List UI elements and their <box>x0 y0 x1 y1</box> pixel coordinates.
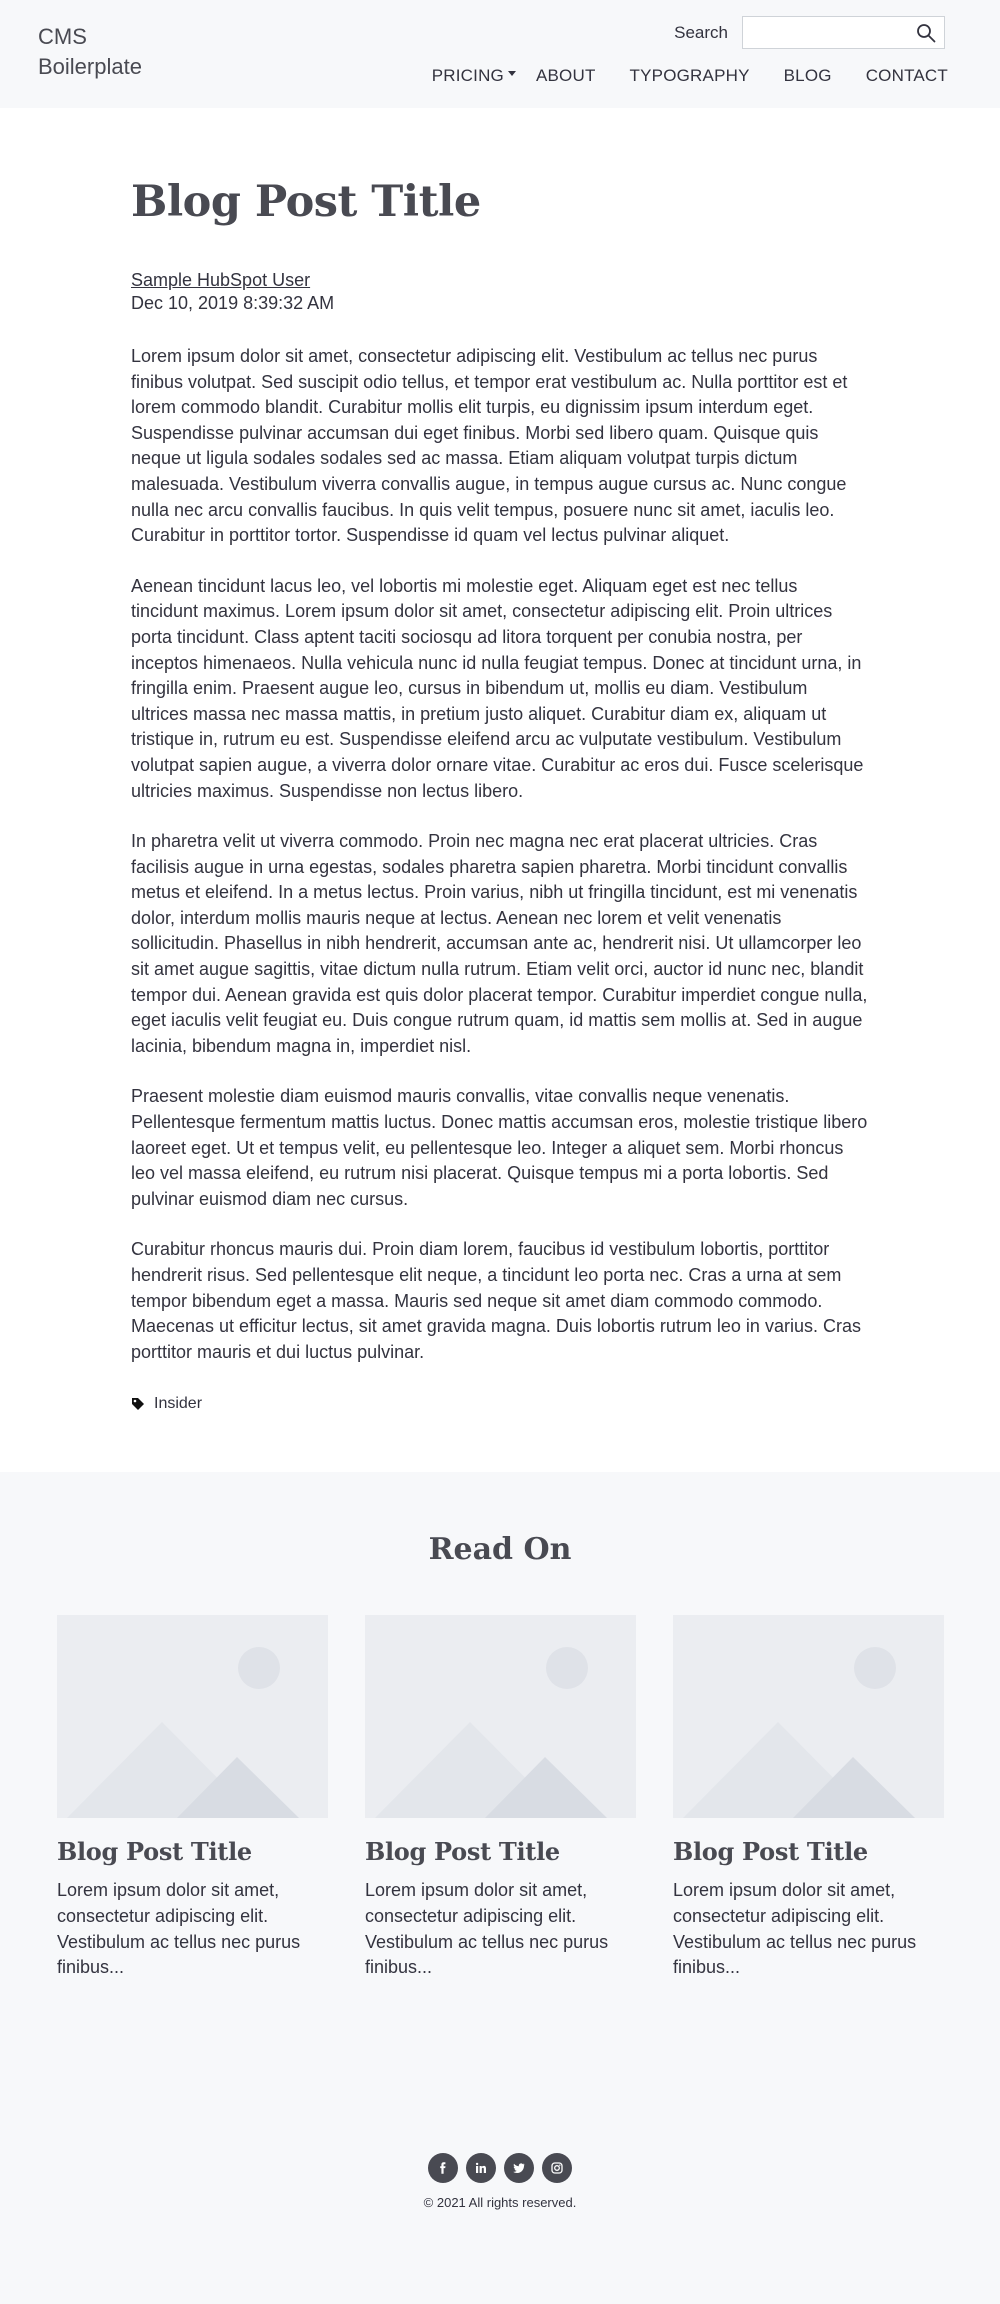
site-header <box>0 0 1000 108</box>
related-post-excerpt: Lorem ipsum dolor sit amet, consectetur adipiscing elit. Vestibulum ac tellus nec purus finibus... <box>365 1880 609 1978</box>
instagram-icon <box>551 2162 563 2174</box>
related-post-title[interactable]: Blog Post Title <box>365 1837 560 1867</box>
read-on-section <box>0 1472 1000 2304</box>
related-posts <box>57 1615 1000 1980</box>
related-post-excerpt: Lorem ipsum dolor sit amet, consectetur adipiscing elit. Vestibulum ac tellus nec purus finibus... <box>57 1880 301 1978</box>
twitter-link[interactable] <box>504 2153 534 2183</box>
related-post-title[interactable]: Blog Post Title <box>57 1837 252 1867</box>
social-links <box>0 2153 1000 2183</box>
post-paragraph: Lorem ipsum dolor sit amet, consectetur adipiscing elit. Vestibulum ac tellus nec purus finibus volutpat. Sed suscipit odio tellus, et tempor erat vestibulum ac. Nulla porttitor est et lorem commodo blandit. Curabitur mollis elit turpis, eu dignissim ipsum interdum eget. Suspendisse pulvinar accumsan dui eget finibus. Morbi sed libero quam. Quisque quis neque ut ligula sodales sodales sed ac massa. Etiam aliquam volutpat turpis dictum malesuada. Vestibulum viverra convallis augue, in tempus augue cursus ac. Nunc congue nulla nec arcu convallis faucibus. In quis velit tempus, posuere nunc sit amet, iaculis leo. Curabitur in porttitor tortor. Suspendisse id quam vel lectus pulvinar aliquet. <box>131 346 848 546</box>
nav-item-pricing[interactable] <box>432 66 516 86</box>
instagram-link[interactable] <box>542 2153 572 2183</box>
main-nav <box>432 66 948 86</box>
linkedin-icon <box>475 2162 487 2174</box>
search-icon[interactable] <box>916 23 936 43</box>
post-body <box>131 344 869 1365</box>
post-paragraph: Praesent molestie diam euismod mauris convallis, vitae convallis neque venenatis. Pellentesque fermentum mattis luctus. Donec mattis accumsan eros, molestie tristique libero laoreet eget. Ut et tempus velit, eu pellentesque leo. Integer a aliquet sem. Morbi rhoncus leo vel massa eleifend, eu rutrum nisi placerat. Quisque tempus mi a porta lobortis. Sed pulvinar euismod diam nec cursus. <box>131 1086 868 1209</box>
tag-link-insider[interactable]: Insider <box>154 1395 203 1413</box>
image-placeholder-icon[interactable] <box>673 1615 944 1818</box>
facebook-link[interactable] <box>428 2153 458 2183</box>
post-paragraph: In pharetra velit ut viverra commodo. Proin nec magna nec erat placerat ultricies. Cras facilisis augue in urna egestas, sodales pharetra sapien pharetra. Morbi tincidunt convallis metus et eleifend. In a metus lectus. Proin varius, nibh ut fringilla tincidunt, est mi venenatis dolor, interdum mollis mauris neque at lectus. Aenean nec lorem et velit venenatis sollicitudin. Phasellus in nibh hendrerit, accumsan ante ac, hendrerit nisi. Ut ullamcorper leo sit amet augue sagittis, vitae dictum nulla rutrum. Etiam velit orci, auctor id nunc nec, blandit tempor dui. Aenean gravida est quis dolor placerat tempor. Curabitur imperdiet congue nulla, eget iaculis velit feugiat eu. Duis congue rutrum quam, id mattis sem mollis at. Sed in augue lacinia, bibendum magna in, imperdiet nisl. <box>131 831 868 1056</box>
post-paragraph: Curabitur rhoncus mauris dui. Proin diam lorem, faucibus id vestibulum lobortis, porttitor hendrerit risus. Sed pellentesque elit neque, a tincidunt leo porta nec. Cras a urna at sem tempor bibendum eget a massa. Mauris sed neque sit amet diam commodo commodo. Maecenas ut efficitur lectus, sit amet gravida magna. Duis lobortis rutrum leo in varius. Cras porttitor mauris et dui luctus pulvinar. <box>131 1239 861 1362</box>
image-placeholder-icon[interactable] <box>57 1615 328 1818</box>
related-post-card[interactable] <box>365 1615 636 1980</box>
blog-post <box>131 108 869 1413</box>
post-paragraph: Aenean tincidunt lacus leo, vel lobortis mi molestie eget. Aliquam eget est nec tellus tincidunt maximus. Lorem ipsum dolor sit amet, consectetur adipiscing elit. Proin ultrices porta tincidunt. Class aptent taciti sociosqu ad litora torquent per conubia nostra, per inceptos himenaeos. Nulla vehicula nunc id nulla feugiat tempus. Donec at tincidunt urna, in fringilla enim. Praesent augue leo, cursus in bibendum ut, mollis eu diam. Vestibulum ultrices massa nec massa mattis, in pretium justo aliquet. Curabitur diam ex, aliquam ut tristique in, rutrum eu est. Suspendisse eleifend arcu ac vulputate vestibulum. Vestibulum volutpat sapien augue, a viverra dolor ornare vitae. Curabitur ac eros dui. Fusce scelerisque ultricies maximus. Suspendisse non lectus libero. <box>131 575 864 801</box>
caret-down-icon <box>508 71 516 76</box>
post-tags <box>131 1395 869 1413</box>
related-post-title[interactable]: Blog Post Title <box>673 1837 868 1867</box>
post-date: Dec 10, 2019 8:39:32 AM <box>131 293 335 313</box>
logo-line-2: Boilerplate <box>38 54 142 79</box>
search-form <box>674 16 945 49</box>
nav-item-blog[interactable]: BLOG <box>783 66 832 85</box>
nav-label-pricing: PRICING <box>431 66 504 85</box>
search-box[interactable] <box>742 16 945 49</box>
logo-line-1: CMS <box>38 24 87 49</box>
site-footer <box>0 2153 1000 2210</box>
related-post-card[interactable] <box>673 1615 944 1980</box>
author-link[interactable]: Sample HubSpot User <box>131 270 311 290</box>
linkedin-link[interactable] <box>466 2153 496 2183</box>
related-post-excerpt: Lorem ipsum dolor sit amet, consectetur adipiscing elit. Vestibulum ac tellus nec purus finibus... <box>673 1880 917 1978</box>
copyright-text: © 2021 All rights reserved. <box>423 2195 577 2211</box>
image-placeholder-icon[interactable] <box>365 1615 636 1818</box>
read-on-title: Read On <box>428 1532 572 1568</box>
site-logo[interactable] <box>38 22 142 82</box>
search-label: Search <box>674 22 728 42</box>
related-post-card[interactable] <box>57 1615 328 1980</box>
twitter-icon <box>513 2162 525 2174</box>
nav-item-contact[interactable]: CONTACT <box>865 66 948 85</box>
facebook-icon <box>437 2162 449 2174</box>
search-input[interactable] <box>743 17 903 48</box>
nav-item-about[interactable]: ABOUT <box>535 66 596 85</box>
nav-item-typography[interactable]: TYPOGRAPHY <box>629 66 750 85</box>
tag-icon <box>131 1397 145 1411</box>
post-title: Blog Post Title <box>131 177 481 227</box>
